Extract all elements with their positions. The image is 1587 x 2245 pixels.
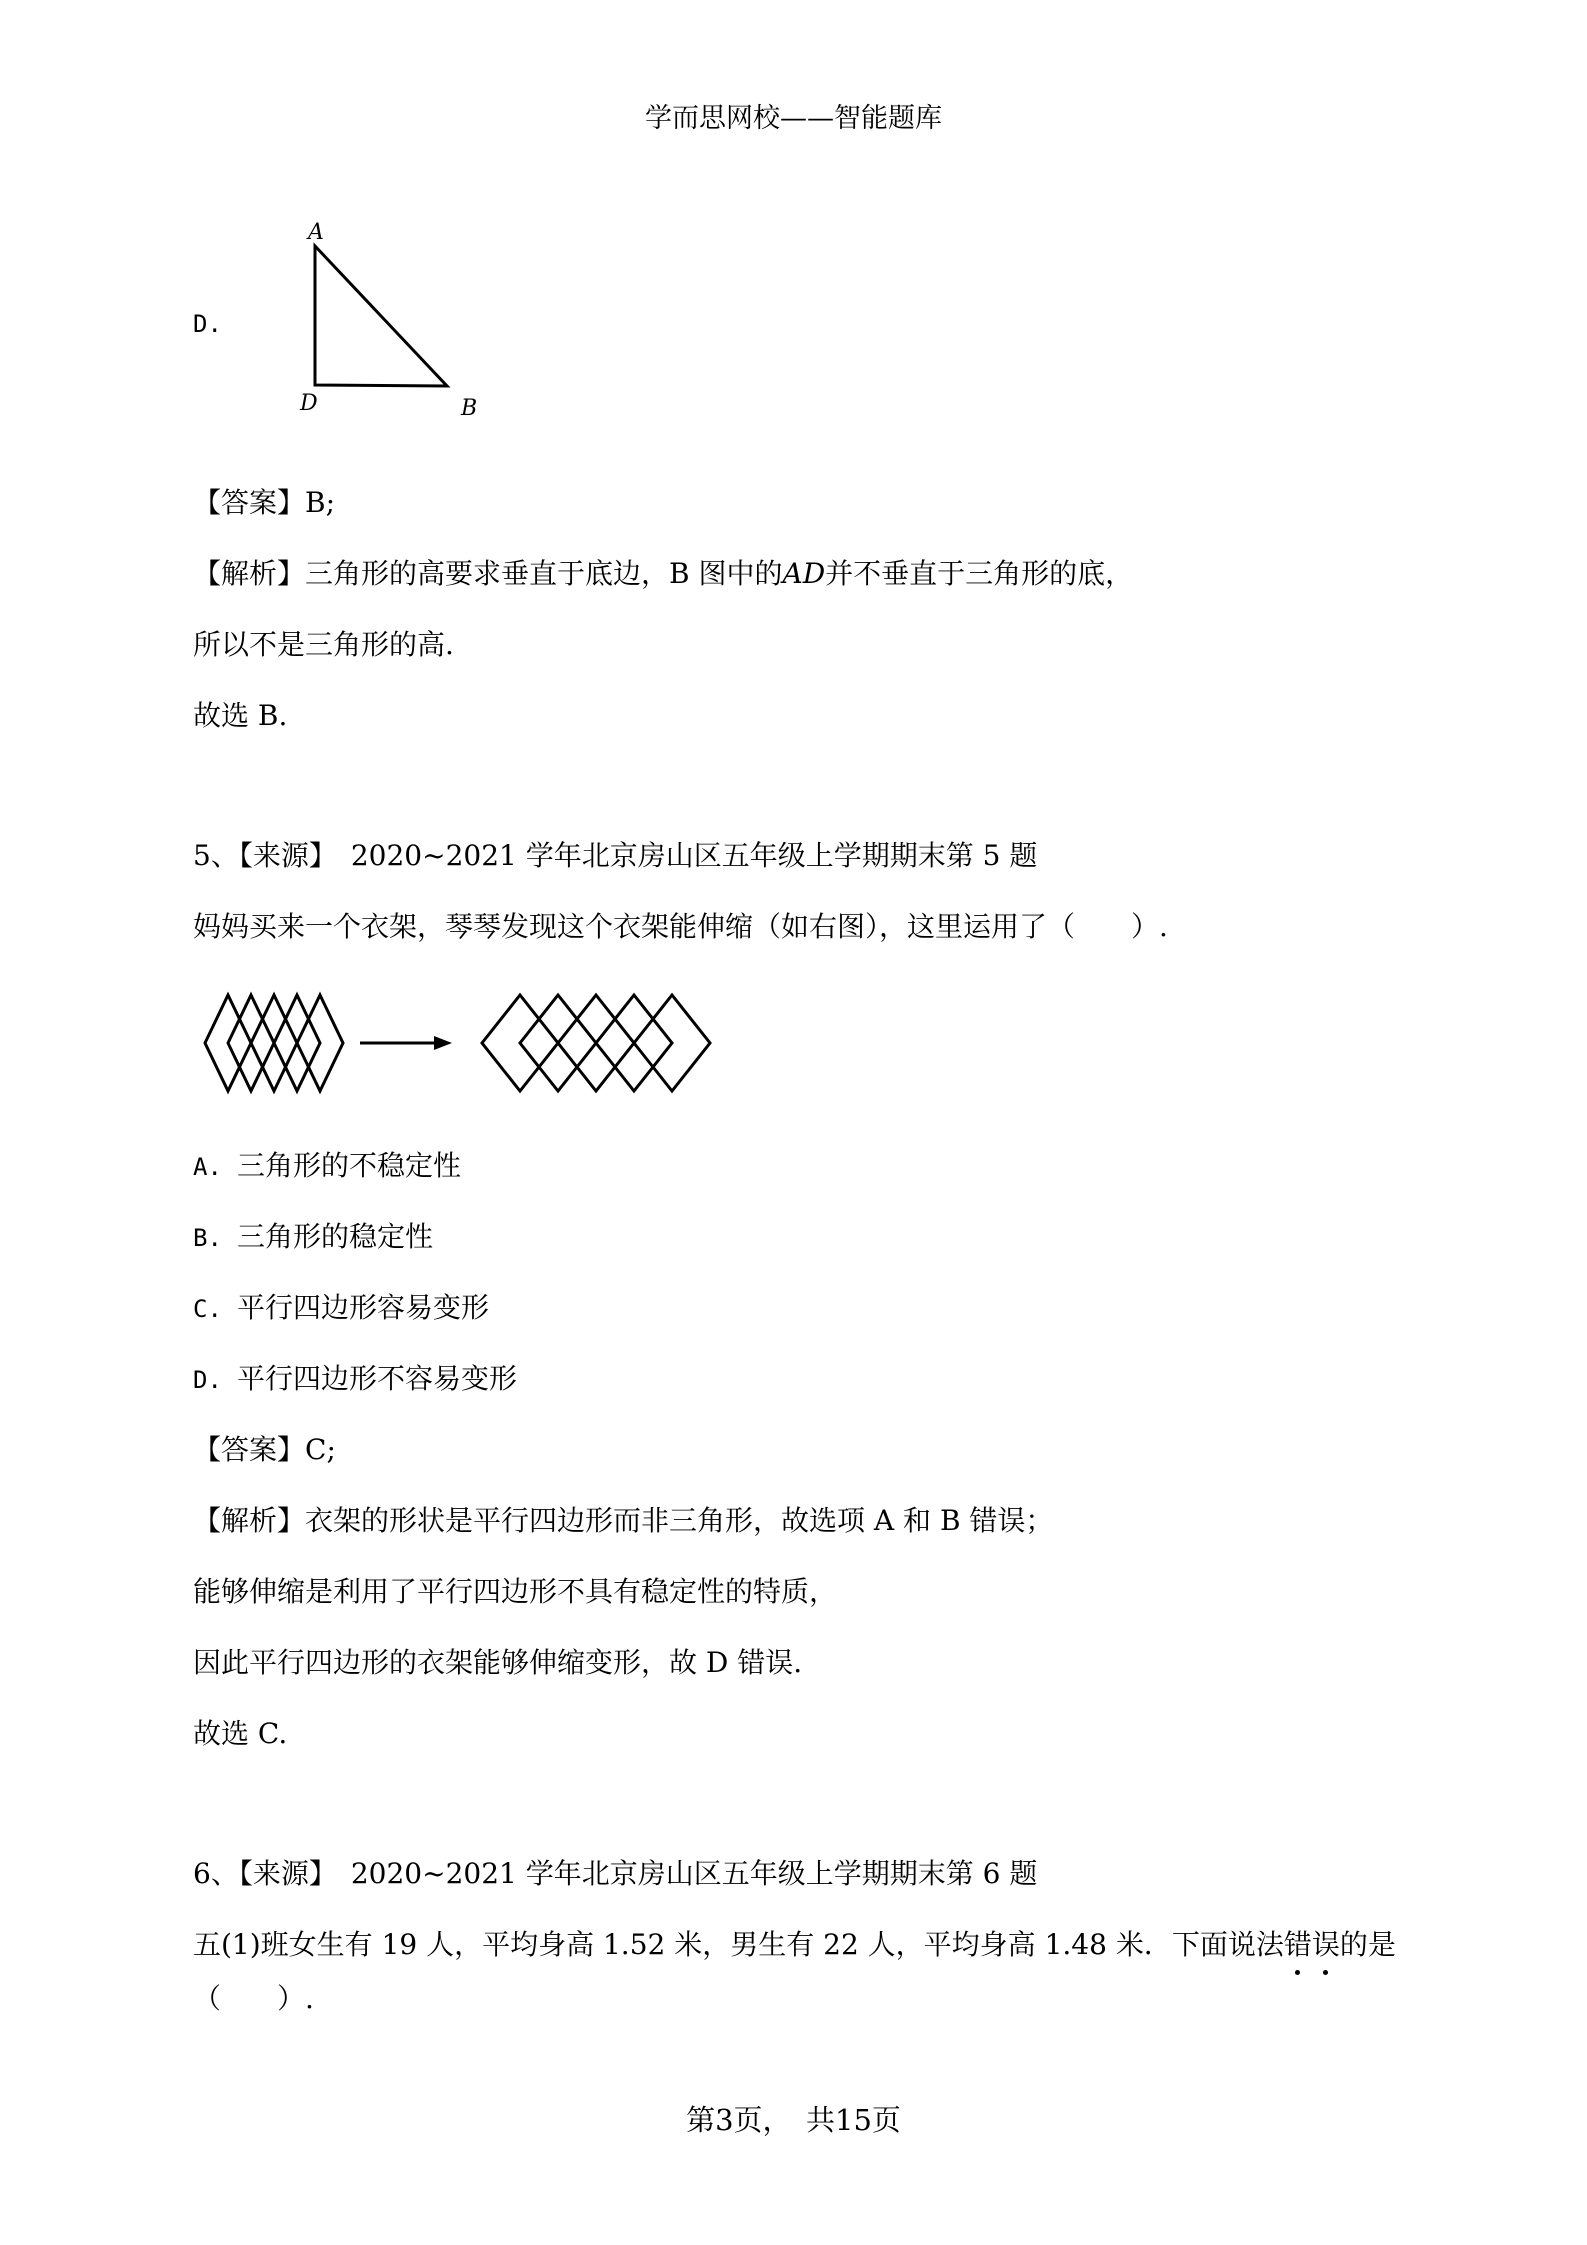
expanded-rhombi: [482, 995, 710, 1091]
q5-stem: 妈妈买来一个衣架，琴琴发现这个衣架能伸缩（如右图），这里运用了（ ）.: [193, 910, 1168, 943]
label-d: D: [300, 391, 318, 416]
label-b: B: [461, 396, 478, 421]
arrow-head: [434, 1036, 452, 1050]
compressed-rhombi: [205, 995, 343, 1091]
emphasis-char: 误: [1312, 1925, 1340, 1965]
answer-tag: 【答案】: [193, 1433, 306, 1466]
source-tag: 【来源】: [238, 839, 323, 872]
q6-stem-line-1: 五(1)班女生有 19 人，平均身高 1.52 米，男生有 22 人，平均身高 1.48 米．下面说法错误的是: [193, 1925, 1396, 1965]
right-triangle-figure: [290, 215, 490, 425]
q5-analysis-line-3: 因此平行四边形的衣架能够伸缩变形，故 D 错误.: [193, 1646, 803, 1679]
segment-ad: AD: [782, 557, 826, 590]
answer-tag: 【答案】: [193, 486, 306, 519]
q4-option-d-label: D.: [193, 310, 222, 338]
q5-option-b: B. 三角形的稳定性: [193, 1220, 434, 1253]
q5-analysis-line-1: 【解析】衣架的形状是平行四边形而非三角形，故选项 A 和 B 错误；: [193, 1504, 1054, 1537]
q6-stem-line-2: （ ）.: [193, 1982, 314, 2015]
analysis-tag: 【解析】: [193, 557, 306, 590]
source-text: 2020~2021 学年北京房山区五年级上学期期末第 6 题: [350, 1857, 1038, 1890]
source-text: 2020~2021 学年北京房山区五年级上学期期末第 5 题: [350, 839, 1038, 872]
q5-analysis-line-2: 能够伸缩是利用了平行四边形不具有稳定性的特质，: [193, 1575, 838, 1608]
page-header: 学而思网校——智能题库: [645, 103, 942, 134]
q4-analysis-line-2: 所以不是三角形的高.: [193, 628, 454, 661]
analysis-tag: 【解析】: [193, 1504, 306, 1537]
q5-option-a: A. 三角形的不稳定性: [193, 1149, 462, 1182]
q6-source-line: [193, 1854, 1037, 1894]
question-number: 6、: [193, 1857, 239, 1890]
question-number: 5、: [193, 839, 239, 872]
q5-conclusion: 故选 C.: [193, 1717, 288, 1750]
q5-answer: [193, 1430, 336, 1470]
answer-value: B;: [305, 486, 336, 519]
q4-analysis-line-1: 【解析】三角形的高要求垂直于底边，B 图中的AD并不垂直于三角形的底，: [193, 557, 1134, 590]
label-a: A: [308, 220, 324, 245]
q5-option-c: C. 平行四边形容易变形: [193, 1291, 490, 1324]
q4-answer: [193, 483, 335, 523]
q5-source-line: [193, 836, 1037, 876]
answer-value: C;: [305, 1433, 336, 1466]
hanger-figure: [200, 990, 730, 1100]
emphasis-char: 错: [1284, 1925, 1312, 1965]
q5-option-d: D. 平行四边形不容易变形: [193, 1362, 518, 1395]
triangle-adb: [315, 246, 447, 386]
page-footer: 第3页， 共15页: [686, 2103, 901, 2137]
q4-conclusion: 故选 B.: [193, 699, 288, 732]
source-tag: 【来源】: [238, 1857, 323, 1890]
